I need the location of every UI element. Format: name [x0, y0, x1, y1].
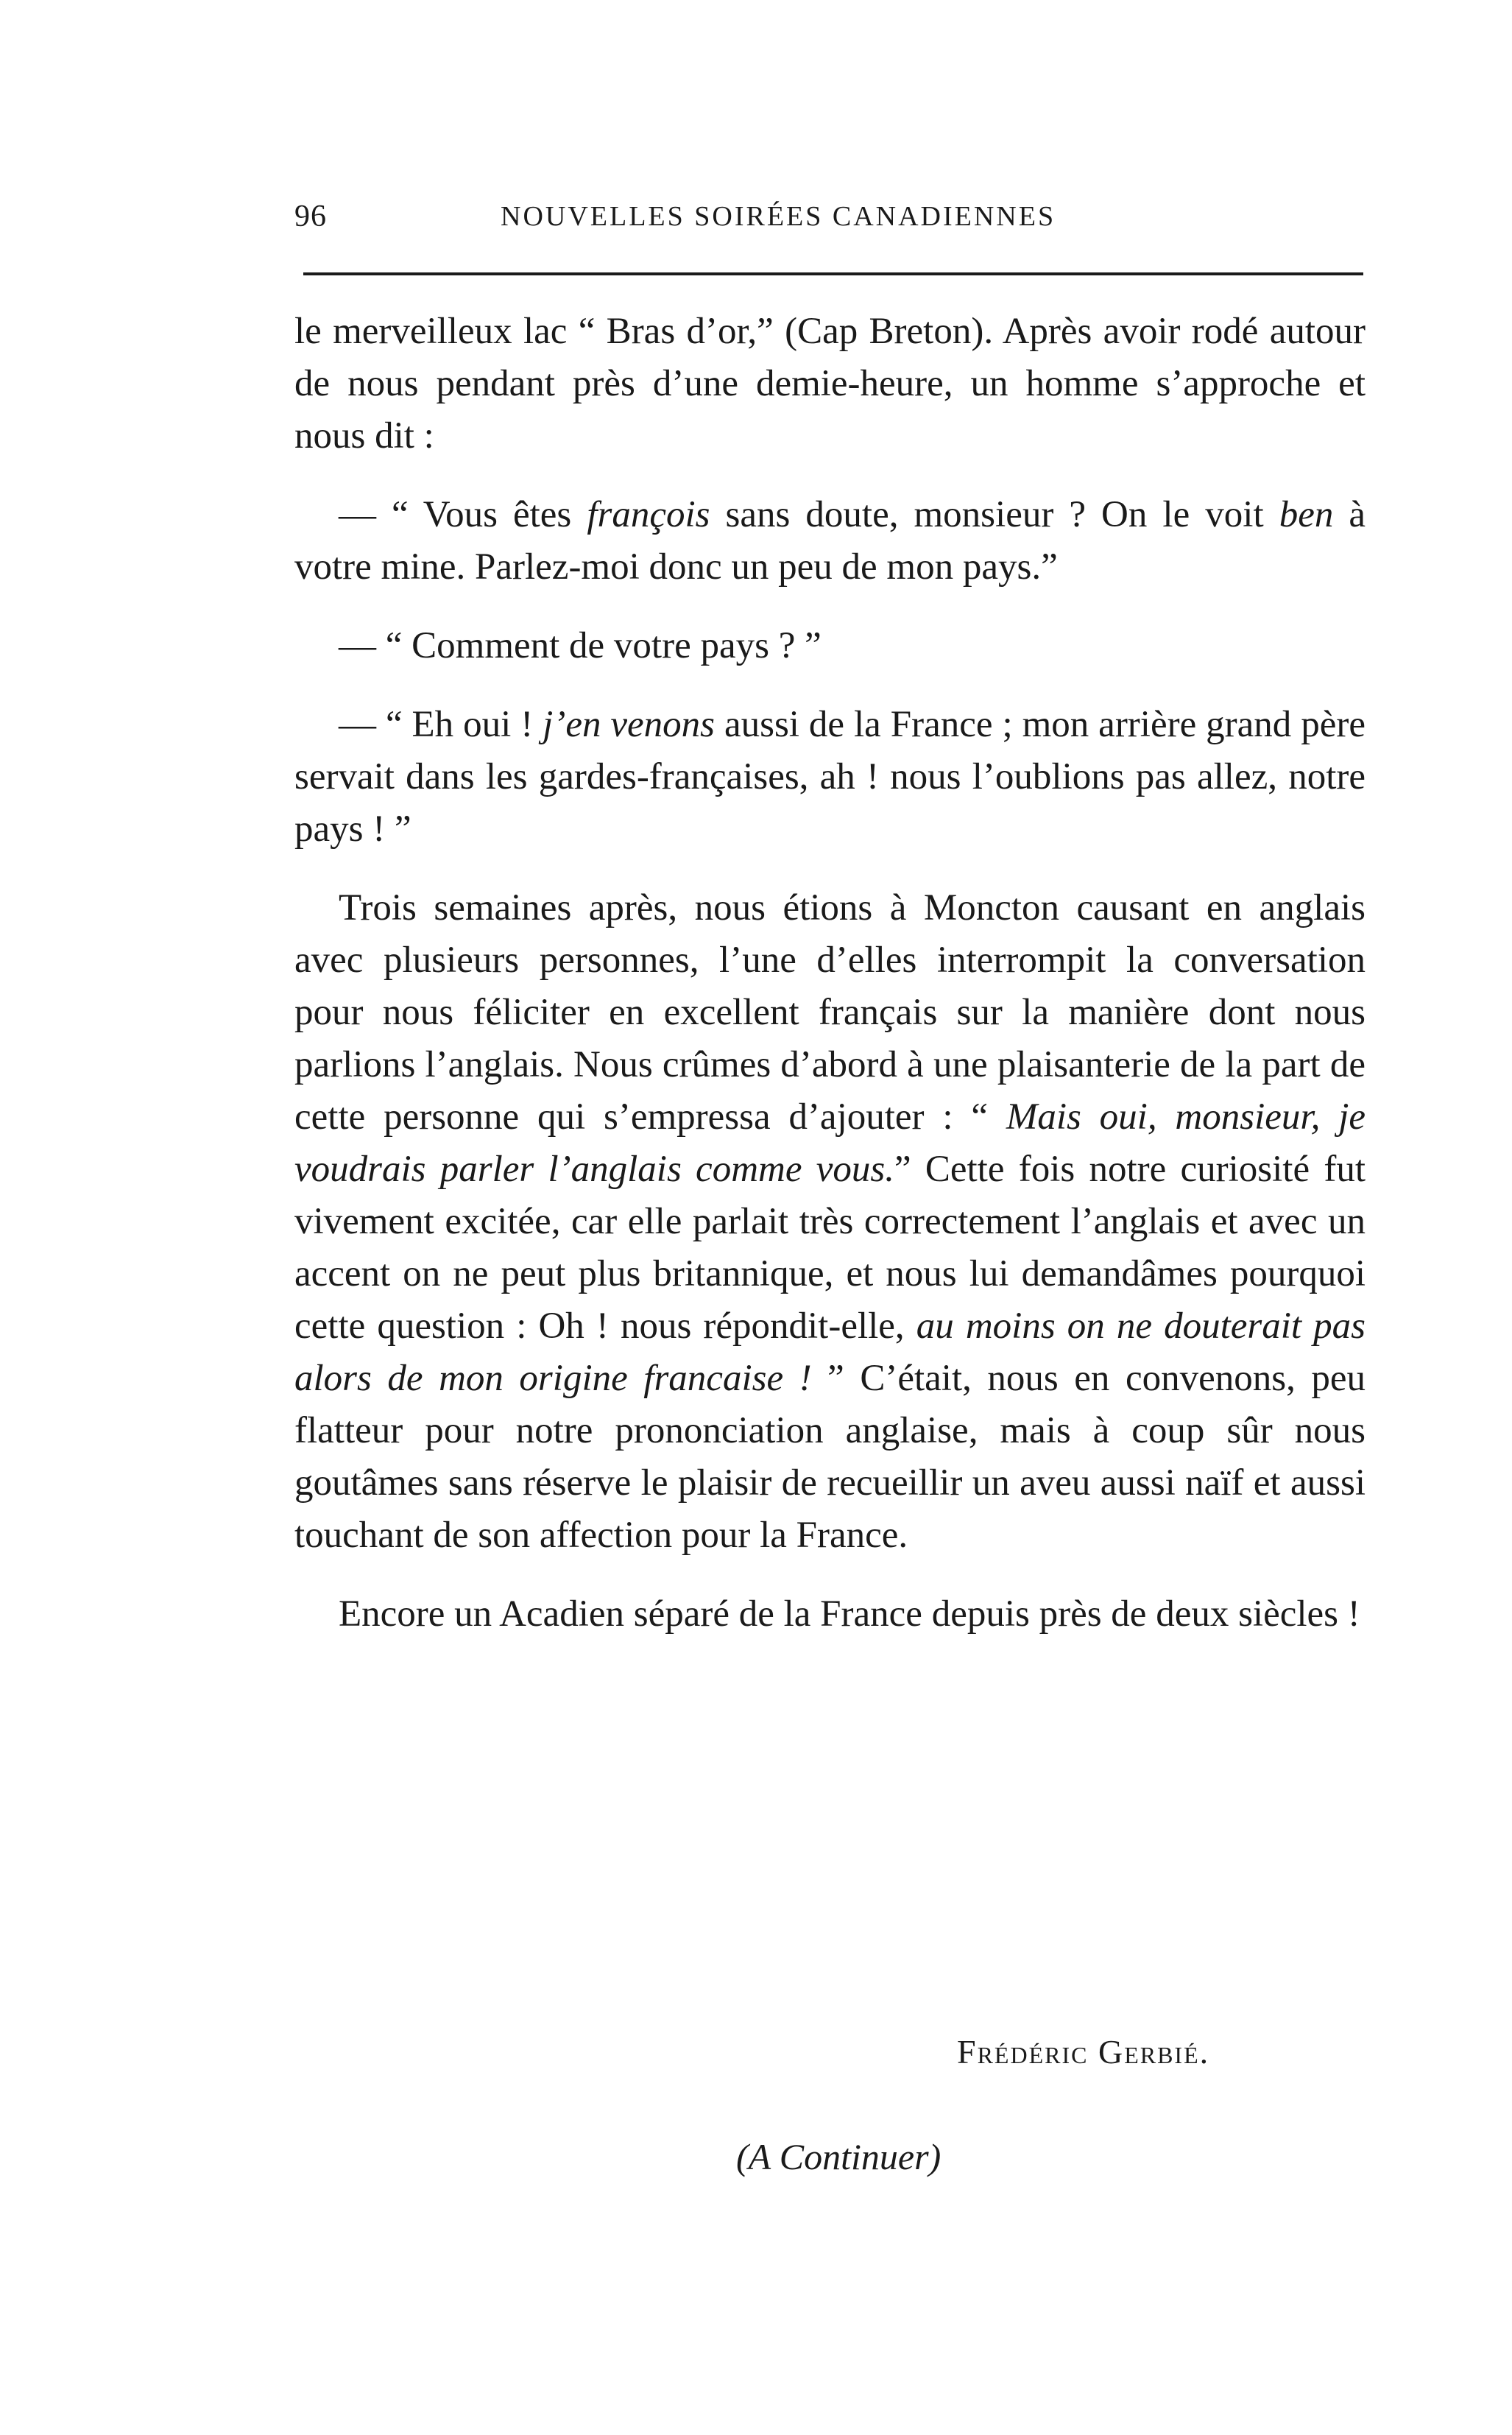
paragraph-4-italic-jen-venons: j’en venons — [543, 704, 716, 745]
running-title: NOUVELLES SOIRÉES CANADIENNES — [501, 201, 1056, 232]
paragraph-2-part-e: à votre mine. Parlez-moi donc un peu de mon pays.” — [294, 494, 1366, 588]
header-rule — [303, 272, 1363, 275]
continuation-note-text: (A Continuer) — [736, 2136, 942, 2177]
paragraph-5-part-a: Trois semaines après, nous étions à Moncton causant en anglais avec plusieurs personnes, l’une d’elles interrompit la conversation pour nous féliciter en excellent français sur la manière dont nous parlions l’anglais. Nous crûmes d’abord à une plaisanterie de la part de cette personne qui s’empressa d’ajouter : “ — [294, 887, 1366, 1138]
paragraph-3: — “ Comment de votre pays ? ” — [339, 625, 822, 666]
paragraph-6: Encore un Acadien séparé de la France depuis près de deux siècles ! — [339, 1593, 1360, 1635]
paragraph-2-italic-francois: françois — [587, 494, 710, 535]
paragraph-2-part-a: — “ Vous êtes — [339, 494, 587, 535]
paragraph-5-part-e: ” C’était, nous en convenons, peu flatteur pour notre prononciation anglaise, mais à coup sûr nous goutâmes sans réserve le plaisir de recueillir un aveu aussi naïf et aussi touchant de son affection pour la France. — [294, 1358, 1366, 1556]
paragraph-4-part-c: aussi de la France ; mon arrière grand père servait dans les gardes-françaises, ah ! nous l’oublions pas allez, notre pays ! ” — [294, 704, 1366, 850]
author-signature: Frédéric Gerbié. — [957, 2033, 1210, 2071]
page-number: 96 — [294, 200, 327, 233]
paragraph-1: le merveilleux lac “ Bras d’or,” (Cap Breton). Après avoir rodé autour de nous pendant près d’une demie-heure, un homme s’approche et nous dit : — [294, 311, 1366, 457]
body-text — [294, 306, 1366, 1641]
paragraph-2 — [294, 489, 1366, 593]
paragraph-2-part-c: sans doute, monsieur ? On le voit — [710, 494, 1279, 535]
paragraph-5 — [294, 882, 1366, 1562]
paragraph-5-part-c: ” Cette fois notre curiosité fut vivement excitée, car elle parlait très correctement l’anglais et avec un accent on ne peut plus britannique, et nous lui demandâmes pourquoi cette question : Oh ! nous répondit-elle, — [294, 1149, 1366, 1347]
paragraph-4-part-a: — “ Eh oui ! — [339, 704, 543, 745]
paragraph-5-italic-quote-1: Mais oui, monsieur, je voudrais parler l’anglais comme vous. — [294, 1096, 1366, 1190]
paragraph-2-italic-ben: ben — [1279, 494, 1334, 535]
page-header — [294, 199, 1362, 243]
paragraph-4 — [294, 699, 1366, 856]
paragraph-5-italic-quote-2: au moins on ne douterait pas alors de mon origine francaise ! — [294, 1305, 1366, 1399]
continuation-note — [736, 2135, 941, 2178]
